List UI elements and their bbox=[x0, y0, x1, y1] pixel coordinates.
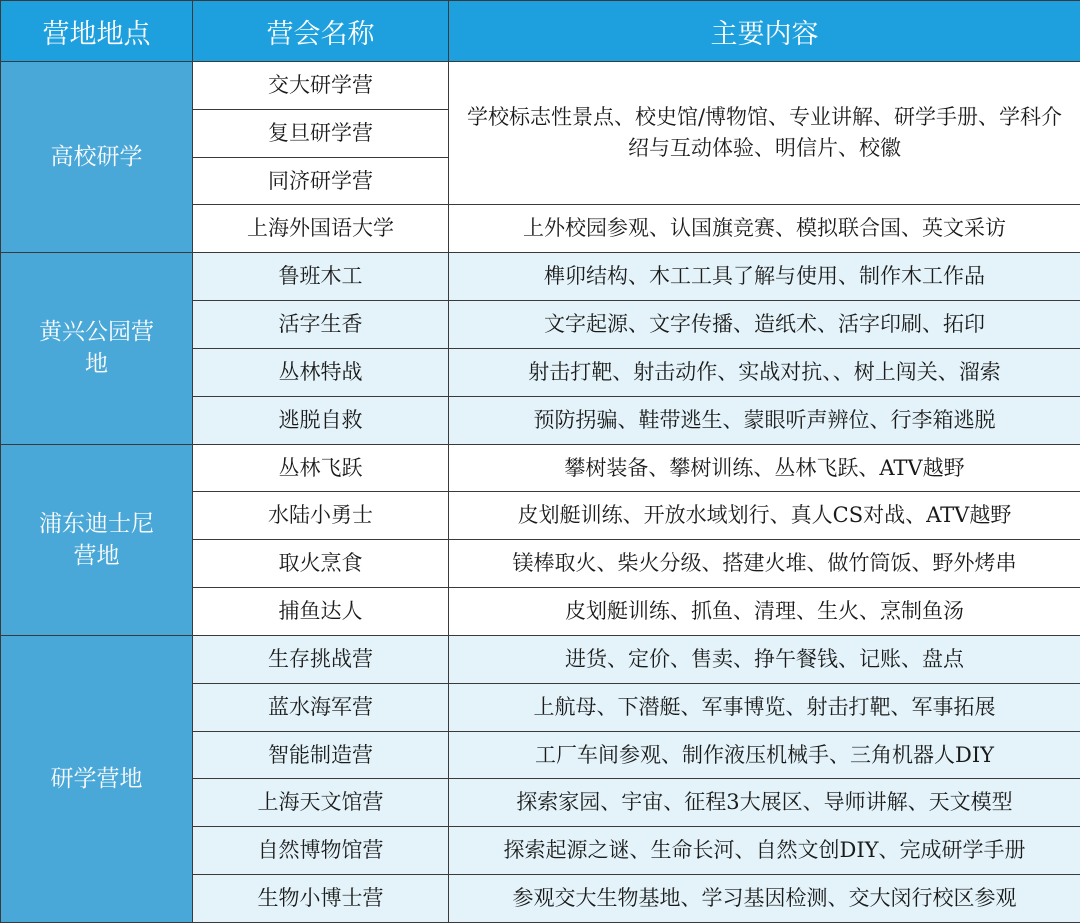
content-cell: 探索家园、宇宙、征程3大展区、导师讲解、天文模型 bbox=[449, 779, 1080, 827]
camp-name-cell: 逃脱自救 bbox=[193, 396, 449, 444]
camp-name-cell: 捕鱼达人 bbox=[193, 588, 449, 636]
content-cell: 皮划艇训练、抓鱼、清理、生火、烹制鱼汤 bbox=[449, 588, 1080, 636]
camp-name-cell: 丛林飞跃 bbox=[193, 444, 449, 492]
content-cell: 射击打靶、射击动作、实战对抗、、树上闯关、溜索 bbox=[449, 348, 1080, 396]
content-cell: 镁棒取火、柴火分级、搭建火堆、做竹筒饭、野外烤串 bbox=[449, 540, 1080, 588]
camp-name-cell: 生存挑战营 bbox=[193, 635, 449, 683]
camp-name-cell: 鲁班木工 bbox=[193, 253, 449, 301]
content-cell: 工厂车间参观、制作液压机械手、三角机器人DIY bbox=[449, 731, 1080, 779]
content-cell: 参观交大生物基地、学习基因检测、交大闵行校区参观 bbox=[449, 875, 1080, 923]
camp-name-cell: 自然博物馆营 bbox=[193, 827, 449, 875]
camp-name-cell: 生物小博士营 bbox=[193, 875, 449, 923]
table-row bbox=[1, 635, 1080, 683]
camp-name-cell: 上海天文馆营 bbox=[193, 779, 449, 827]
shared-content-cell: 学校标志性景点、校史馆/博物馆、专业讲解、研学手册、学科介绍与互动体验、明信片、校徽 bbox=[449, 62, 1080, 205]
camp-name-cell: 上海外国语大学 bbox=[193, 205, 449, 253]
content-cell: 进货、定价、售卖、挣午餐钱、记账、盘点 bbox=[449, 635, 1080, 683]
content-cell: 攀树装备、攀树训练、丛林飞跃、ATV越野 bbox=[449, 444, 1080, 492]
camp-name-cell: 活字生香 bbox=[193, 301, 449, 349]
camp-name-cell: 丛林特战 bbox=[193, 348, 449, 396]
camp-name-cell: 同济研学营 bbox=[193, 157, 449, 205]
header-row bbox=[1, 1, 1080, 62]
location-cell: 高校研学 bbox=[1, 62, 193, 253]
camp-name-cell: 蓝水海军营 bbox=[193, 683, 449, 731]
camp-name-cell: 交大研学营 bbox=[193, 62, 449, 110]
table-row bbox=[1, 444, 1080, 492]
content-cell: 皮划艇训练、开放水域划行、真人CS对战、ATV越野 bbox=[449, 492, 1080, 540]
camp-name-cell: 水陆小勇士 bbox=[193, 492, 449, 540]
location-cell: 研学营地 bbox=[1, 635, 193, 922]
header-camp-name: 营会名称 bbox=[193, 1, 449, 62]
camp-name-cell: 智能制造营 bbox=[193, 731, 449, 779]
table-body bbox=[1, 62, 1080, 923]
location-cell: 黄兴公园营地 bbox=[1, 253, 193, 444]
camp-name-cell: 取火烹食 bbox=[193, 540, 449, 588]
content-cell: 文字起源、文字传播、造纸术、活字印刷、拓印 bbox=[449, 301, 1080, 349]
content-cell: 预防拐骗、鞋带逃生、蒙眼听声辨位、行李箱逃脱 bbox=[449, 396, 1080, 444]
table-row bbox=[1, 253, 1080, 301]
camp-name-cell: 复旦研学营 bbox=[193, 109, 449, 157]
header-main-content: 主要内容 bbox=[449, 1, 1080, 62]
content-cell: 上航母、下潜艇、军事博览、射击打靶、军事拓展 bbox=[449, 683, 1080, 731]
header-location: 营地地点 bbox=[1, 1, 193, 62]
content-cell: 探索起源之谜、生命长河、自然文创DIY、完成研学手册 bbox=[449, 827, 1080, 875]
content-cell: 榫卯结构、木工工具了解与使用、制作木工作品 bbox=[449, 253, 1080, 301]
location-cell: 浦东迪士尼营地 bbox=[1, 444, 193, 635]
content-cell: 上外校园参观、认国旗竞赛、模拟联合国、英文采访 bbox=[449, 205, 1080, 253]
table-row bbox=[1, 62, 1080, 110]
